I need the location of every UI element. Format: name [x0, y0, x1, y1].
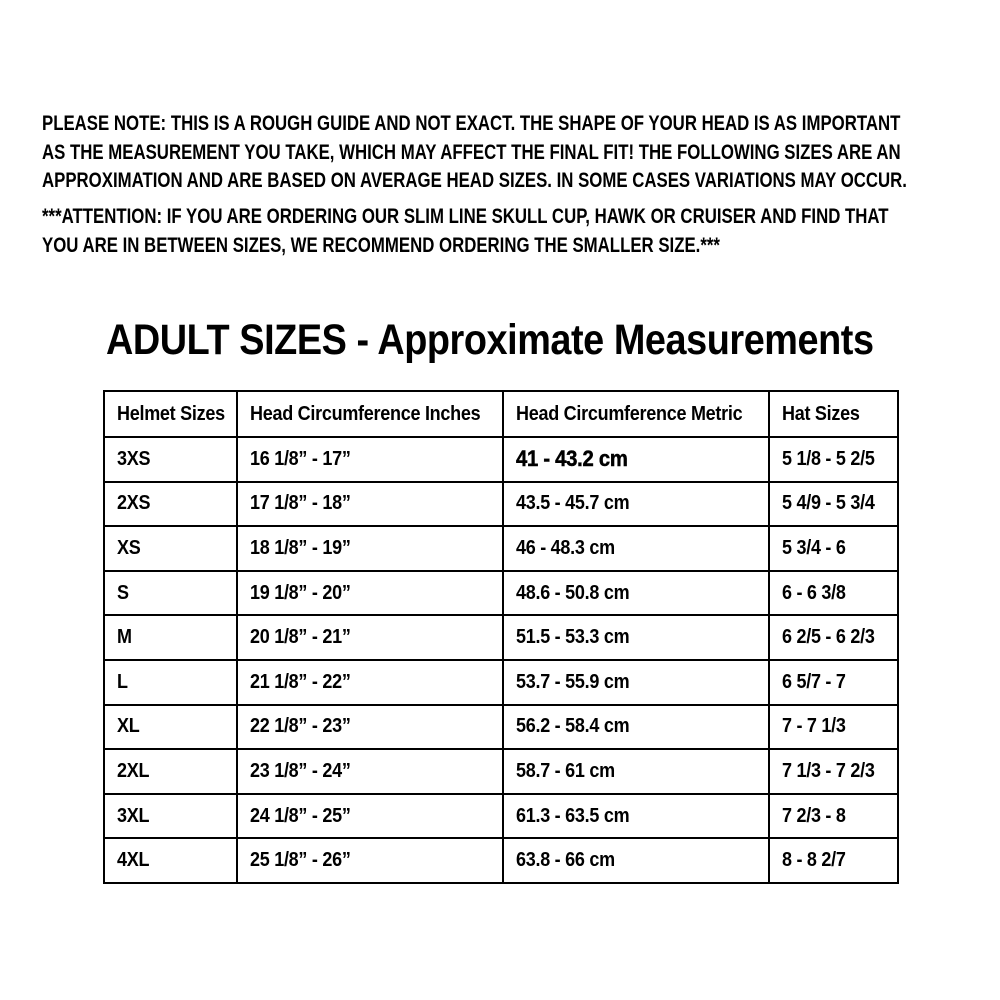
table-row [104, 705, 898, 750]
cell-inches [237, 615, 503, 660]
header-label: Head Circumference Metric [516, 402, 743, 425]
cell-value: 53.7 - 55.9 cm [516, 670, 630, 693]
header-circumference-metric [503, 391, 769, 437]
table-header-row [104, 391, 898, 437]
cell-value: 3XL [117, 804, 150, 827]
note-line: APPROXIMATION AND ARE BASED ON AVERAGE HEAD SIZES. IN SOME CASES VARIATIONS MAY OCCUR. [42, 169, 907, 192]
cell-value: 23 1/8” - 24” [250, 759, 351, 782]
cell-value: 5 1/8 - 5 2/5 [782, 447, 875, 470]
cell-hat-size [769, 794, 898, 839]
cell-metric [503, 571, 769, 616]
cell-value: 6 5/7 - 7 [782, 670, 846, 693]
cell-value: 22 1/8” - 23” [250, 715, 351, 738]
cell-helmet-size [104, 794, 237, 839]
cell-value: 20 1/8” - 21” [250, 626, 351, 649]
adult-sizes-table [103, 390, 899, 884]
note-line: AS THE MEASUREMENT YOU TAKE, WHICH MAY AFFECT THE FINAL FIT! THE FOLLOWING SIZES ARE AN [42, 140, 901, 164]
cell-value: 3XS [117, 447, 151, 470]
cell-value: S [117, 581, 129, 604]
cell-metric [503, 794, 769, 839]
cell-inches [237, 838, 503, 883]
cell-value: 41 - 43.2 cm [516, 446, 628, 472]
table-row [104, 794, 898, 839]
cell-value: 7 1/3 - 7 2/3 [782, 759, 875, 782]
cell-value: 21 1/8” - 22” [250, 670, 351, 693]
cell-value: 46 - 48.3 cm [516, 536, 615, 559]
cell-helmet-size [104, 482, 237, 527]
cell-value: 7 2/3 - 8 [782, 804, 846, 827]
cell-helmet-size [104, 526, 237, 571]
cell-value: 19 1/8” - 20” [250, 581, 351, 604]
header-helmet-sizes [104, 391, 237, 437]
attention-paragraph [42, 203, 1000, 260]
cell-value: 2XL [117, 759, 150, 782]
cell-inches [237, 437, 503, 482]
cell-metric [503, 615, 769, 660]
cell-helmet-size [104, 749, 237, 794]
cell-value: 56.2 - 58.4 cm [516, 715, 630, 738]
cell-hat-size [769, 615, 898, 660]
cell-value: 63.8 - 66 cm [516, 849, 615, 872]
cell-inches [237, 526, 503, 571]
cell-helmet-size [104, 571, 237, 616]
header-circumference-inches [237, 391, 503, 437]
cell-helmet-size [104, 437, 237, 482]
cell-metric [503, 437, 769, 482]
cell-value: 6 2/5 - 6 2/3 [782, 626, 875, 649]
table-row [104, 749, 898, 794]
table-row [104, 526, 898, 571]
cell-metric [503, 660, 769, 705]
cell-metric [503, 705, 769, 750]
table-row [104, 437, 898, 482]
cell-value: 16 1/8” - 17” [250, 447, 351, 470]
cell-hat-size [769, 437, 898, 482]
attention-line: YOU ARE IN BETWEEN SIZES, WE RECOMMEND ORDERING THE SMALLER SIZE.*** [42, 233, 720, 257]
cell-metric [503, 526, 769, 571]
cell-inches [237, 794, 503, 839]
cell-inches [237, 571, 503, 616]
cell-inches [237, 482, 503, 527]
cell-value: 61.3 - 63.5 cm [516, 804, 630, 827]
table-row [104, 838, 898, 883]
cell-hat-size [769, 838, 898, 883]
cell-value: M [117, 626, 132, 649]
cell-value: 2XS [117, 492, 151, 515]
cell-value: 43.5 - 45.7 cm [516, 492, 630, 515]
table-row [104, 571, 898, 616]
cell-value: XL [117, 715, 140, 738]
page-title: ADULT SIZES - Approximate Measurements [106, 316, 874, 364]
note-paragraph [42, 110, 1000, 196]
cell-helmet-size [104, 838, 237, 883]
header-label: Hat Sizes [782, 402, 860, 425]
cell-value: 48.6 - 50.8 cm [516, 581, 630, 604]
header-hat-sizes [769, 391, 898, 437]
cell-hat-size [769, 660, 898, 705]
cell-hat-size [769, 571, 898, 616]
cell-inches [237, 705, 503, 750]
note-line: PLEASE NOTE: THIS IS A ROUGH GUIDE AND NOT EXACT. THE SHAPE OF YOUR HEAD IS AS IMPORTANT [42, 112, 901, 135]
cell-inches [237, 660, 503, 705]
table-row [104, 615, 898, 660]
cell-value: 5 4/9 - 5 3/4 [782, 492, 875, 515]
header-label: Head Circumference Inches [250, 402, 481, 425]
cell-helmet-size [104, 615, 237, 660]
cell-value: 8 - 8 2/7 [782, 849, 846, 872]
cell-metric [503, 482, 769, 527]
cell-hat-size [769, 482, 898, 527]
cell-value: L [117, 670, 128, 693]
cell-value: 7 - 7 1/3 [782, 715, 846, 738]
cell-metric [503, 838, 769, 883]
cell-value: 24 1/8” - 25” [250, 804, 351, 827]
cell-hat-size [769, 526, 898, 571]
cell-value: 17 1/8” - 18” [250, 492, 351, 515]
cell-hat-size [769, 749, 898, 794]
cell-value: XS [117, 536, 141, 559]
cell-value: 6 - 6 3/8 [782, 581, 846, 604]
cell-value: 5 3/4 - 6 [782, 536, 846, 559]
cell-metric [503, 749, 769, 794]
cell-hat-size [769, 705, 898, 750]
cell-helmet-size [104, 705, 237, 750]
table-row [104, 660, 898, 705]
cell-value: 18 1/8” - 19” [250, 536, 351, 559]
table-row [104, 482, 898, 527]
cell-value: 4XL [117, 849, 150, 872]
header-label: Helmet Sizes [117, 402, 225, 425]
attention-line: ***ATTENTION: IF YOU ARE ORDERING OUR SLIM LINE SKULL CUP, HAWK OR CRUISER AND FIND THAT [42, 205, 889, 228]
cell-value: 58.7 - 61 cm [516, 759, 615, 782]
cell-inches [237, 749, 503, 794]
cell-value: 51.5 - 53.3 cm [516, 626, 630, 649]
cell-helmet-size [104, 660, 237, 705]
cell-value: 25 1/8” - 26” [250, 849, 351, 872]
